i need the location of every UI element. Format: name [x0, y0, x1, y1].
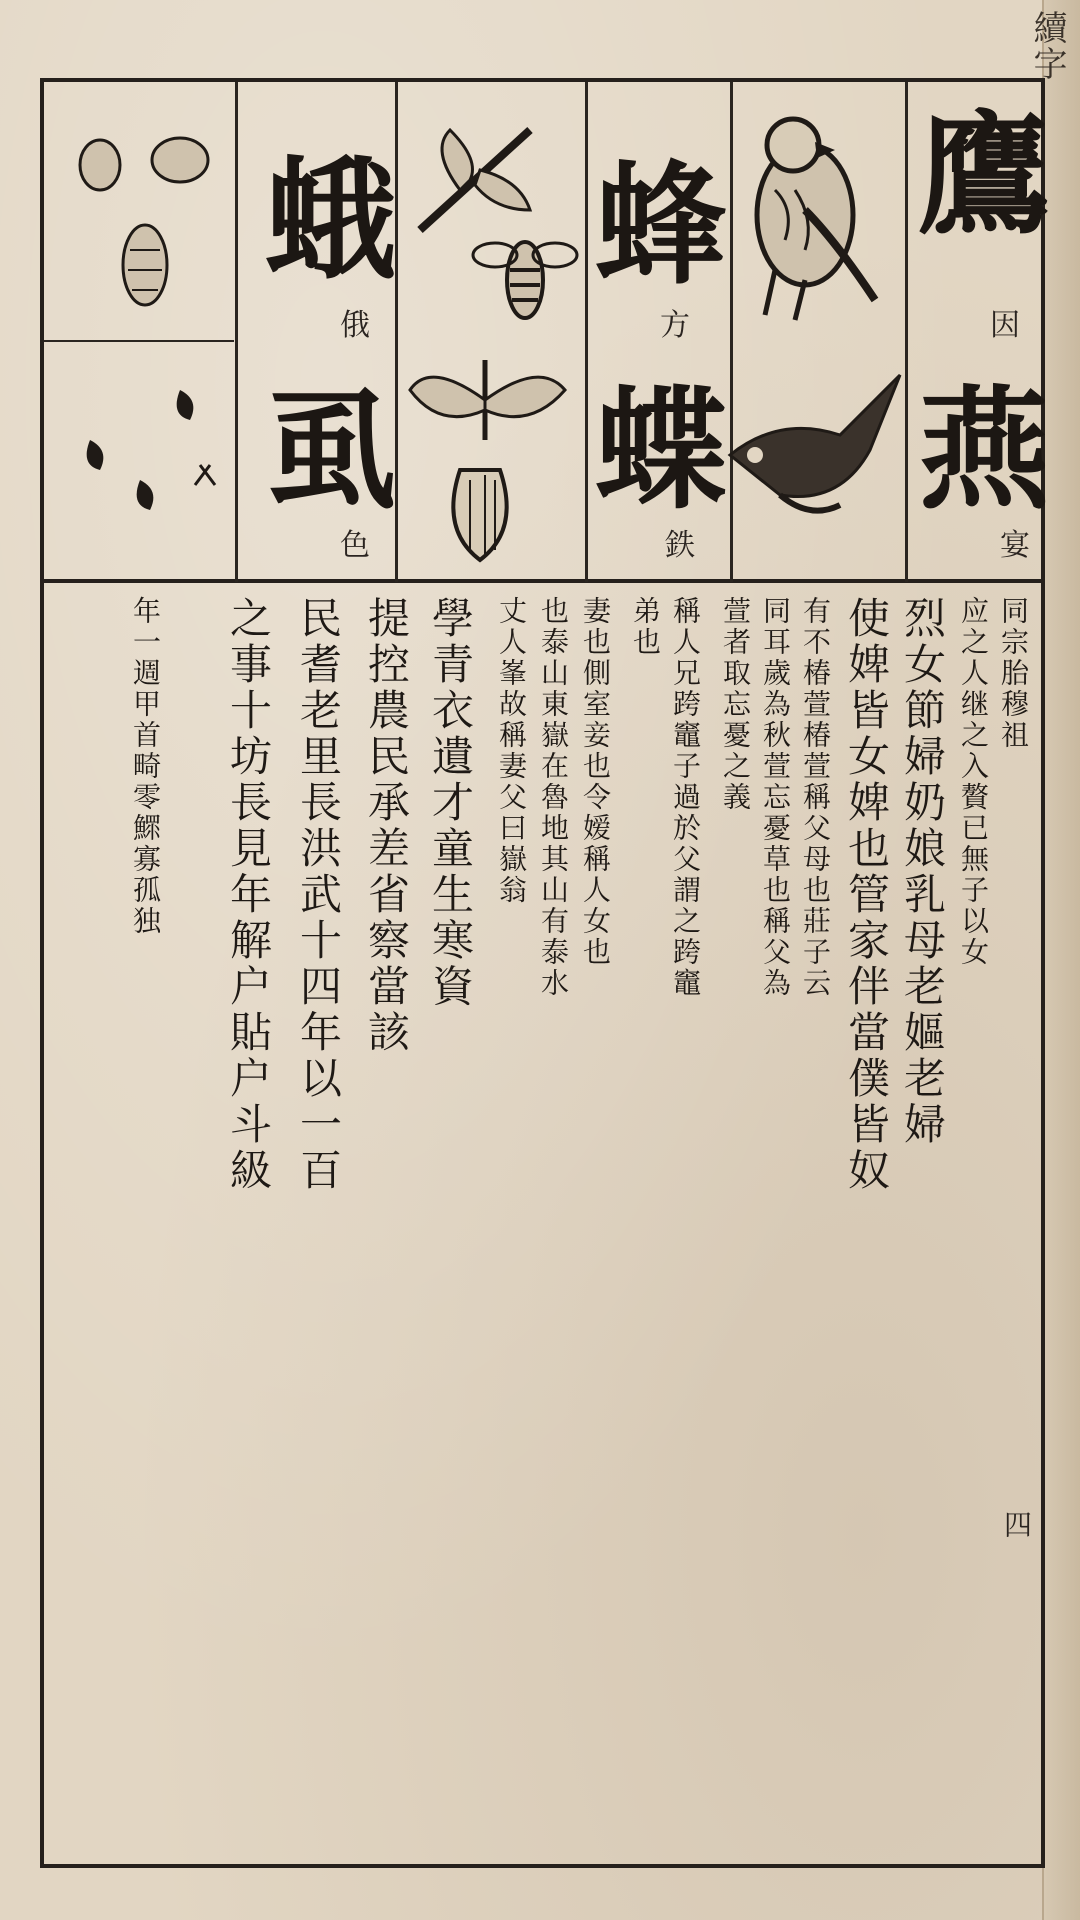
char-eagle: 鷹 — [918, 98, 1050, 253]
text-column: 提控農民承差省察當該 — [362, 596, 411, 1056]
text-column: 也泰山東嶽在魯地其山有泰水 — [537, 596, 570, 999]
reading-moth: 俄 — [340, 308, 370, 343]
divider — [235, 82, 238, 582]
page-edge — [1042, 0, 1080, 1920]
text-column: 民耆老里長洪武十四年以一百 — [294, 596, 343, 1194]
text-column: 同宗胎穆祖 — [997, 596, 1030, 751]
swallow-icon — [720, 355, 910, 525]
text-column: 应之人继之入贅已無子以女 — [957, 596, 990, 968]
text-column: 同耳歲為秋萱忘憂草也稱父為 — [759, 596, 792, 999]
char-bee: 蜂 — [595, 148, 727, 303]
text-body — [44, 586, 1039, 1866]
butterfly-icon — [400, 350, 570, 570]
text-column: 有不椿萱椿萱稱父母也莊子云 — [799, 596, 832, 999]
insect-small-icon — [70, 370, 230, 520]
eagle-icon — [735, 100, 895, 330]
page-number: 四 — [1000, 1510, 1033, 1538]
text-column: 之事十坊長見年解户貼户斗級 — [224, 596, 273, 1194]
reading-swallow: 宴 — [1000, 528, 1030, 563]
reading-bee: 方 — [660, 308, 690, 343]
divider — [585, 82, 588, 582]
reading-louse: 色 — [340, 528, 370, 563]
char-louse: 虱 — [265, 373, 397, 528]
char-butterfly: 蝶 — [595, 373, 727, 528]
text-column: 弟也 — [629, 596, 662, 658]
divider — [44, 340, 234, 342]
text-column: 烈女節婦奶娘乳母老嫗老婦 — [898, 596, 947, 1148]
text-column: 丈人峯故稱妻父曰嶽翁 — [495, 596, 528, 906]
margin-title: 續字 — [1027, 10, 1067, 82]
text-column: 萱者取忘憂之義 — [719, 596, 752, 813]
text-column: 使婢皆女婢也管家伴當僕皆奴 — [842, 596, 891, 1194]
reading-eagle: 因 — [990, 308, 1020, 343]
reading-butterfly: 鉄 — [665, 528, 695, 563]
char-swallow: 燕 — [918, 373, 1050, 528]
text-column: 稱人兄跨竈子過於父謂之跨竈 — [669, 596, 702, 999]
text-column: 年一週甲首畸零鰥寡孤独 — [129, 596, 162, 937]
char-moth: 蛾 — [265, 143, 397, 298]
text-column: 學青衣遺才童生寒資 — [426, 596, 475, 1010]
moth-icon — [400, 110, 550, 250]
louse-icon — [60, 120, 230, 320]
text-column: 妻也側室妾也令嫒稱人女也 — [579, 596, 612, 968]
